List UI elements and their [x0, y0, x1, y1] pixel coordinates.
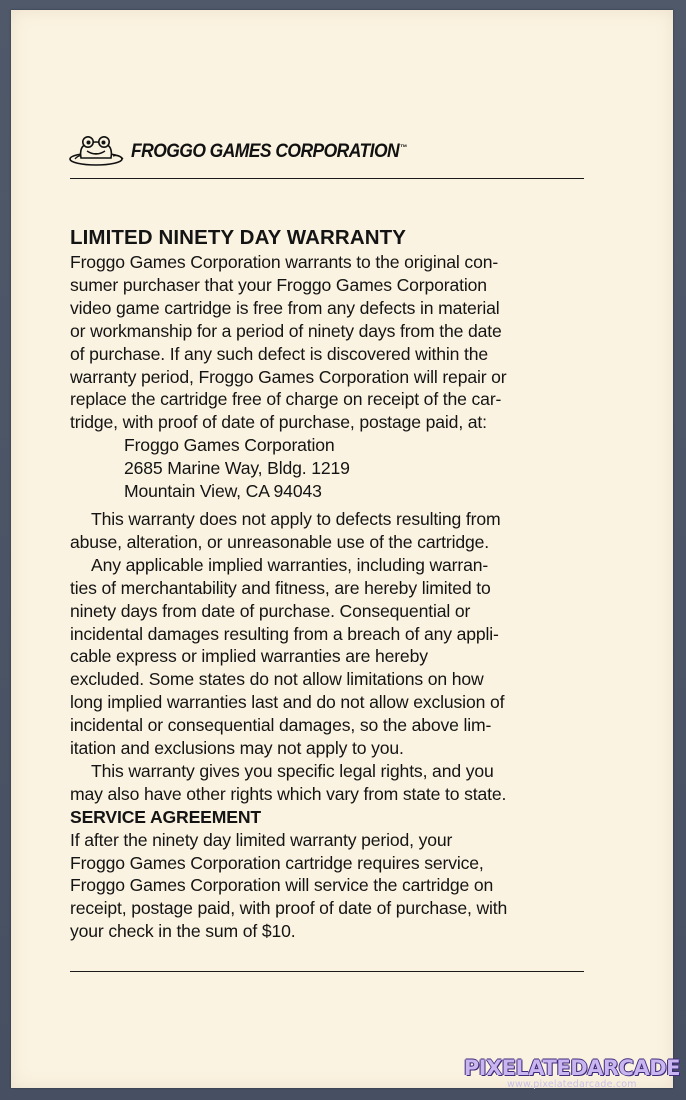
text-line: sumer purchaser that your Froggo Games Corporation	[70, 274, 487, 295]
watermark-title: PIXELATEDARCADE	[463, 1056, 680, 1080]
text-line: incidental damages resulting from a breach of any appli-	[70, 623, 499, 644]
bottom-divider	[70, 971, 584, 972]
text-line: warranty period, Froggo Games Corporation will repair or	[70, 366, 507, 387]
text-line: Froggo Games Corporation cartridge requires service,	[70, 852, 484, 873]
text-line: of purchase. If any such defect is discovered within the	[70, 343, 488, 364]
address-line: 2685 Marine Way, Bldg. 1219	[124, 458, 350, 479]
text-line: your check in the sum of $10.	[70, 921, 296, 942]
intro-paragraph	[70, 251, 590, 434]
watermark	[464, 1057, 680, 1090]
service-title: SERVICE AGREEMENT	[70, 806, 262, 827]
text-line: This warranty does not apply to defects resulting from	[91, 508, 501, 529]
brand-header	[69, 132, 589, 172]
frog-logo-icon	[69, 132, 127, 168]
text-line: video game cartridge is free from any defects in material	[70, 297, 500, 318]
address-line: Froggo Games Corporation	[124, 435, 335, 456]
brand-name: FROGGO GAMES CORPORATION™	[131, 141, 407, 162]
legal-rights-paragraph	[70, 760, 590, 806]
text-line: If after the ninety day limited warranty period, your	[70, 829, 453, 850]
text-line: ties of merchantability and fitness, are hereby limited to	[70, 577, 491, 598]
text-line: cable express or implied warranties are hereby	[70, 646, 428, 667]
text-line: receipt, postage paid, with proof of date of purchase, with	[70, 898, 508, 919]
warranty-card	[11, 10, 673, 1088]
watermark-url: www.pixelatedarcade.com	[507, 1079, 637, 1090]
text-line: incidental or consequential damages, so the above lim-	[70, 715, 492, 736]
text-line: abuse, alteration, or unreasonable use of the cartridge.	[70, 531, 490, 552]
service-paragraph	[70, 829, 590, 944]
text-line: Any applicable implied warranties, including warran-	[91, 554, 489, 575]
text-line: itation and exclusions may not apply to you.	[70, 738, 404, 759]
text-line: Froggo Games Corporation warrants to the original con-	[70, 252, 499, 272]
exclusion-paragraph	[70, 508, 590, 554]
warranty-text	[70, 225, 590, 943]
text-line: ninety days from date of purchase. Consequential or	[70, 600, 471, 621]
text-line: tridge, with proof of date of purchase, postage paid, at:	[70, 412, 487, 433]
address-line: Mountain View, CA 94043	[124, 481, 322, 502]
text-line: Froggo Games Corporation will service the cartridge on	[70, 875, 494, 896]
text-line: or workmanship for a period of ninety days from the date	[70, 320, 502, 341]
implied-warranty-paragraph	[70, 554, 590, 760]
text-line: This warranty gives you specific legal rights, and you	[91, 760, 494, 781]
top-divider	[70, 178, 584, 179]
text-line: long implied warranties last and do not allow exclusion of	[70, 692, 505, 713]
trademark-symbol: ™	[399, 143, 407, 152]
warranty-title: LIMITED NINETY DAY WARRANTY	[70, 226, 407, 249]
text-line: replace the cartridge free of charge on receipt of the car-	[70, 389, 502, 410]
text-line: excluded. Some states do not allow limitations on how	[70, 669, 484, 690]
mailing-address	[70, 434, 590, 503]
text-line: may also have other rights which vary from state to state.	[70, 783, 507, 804]
